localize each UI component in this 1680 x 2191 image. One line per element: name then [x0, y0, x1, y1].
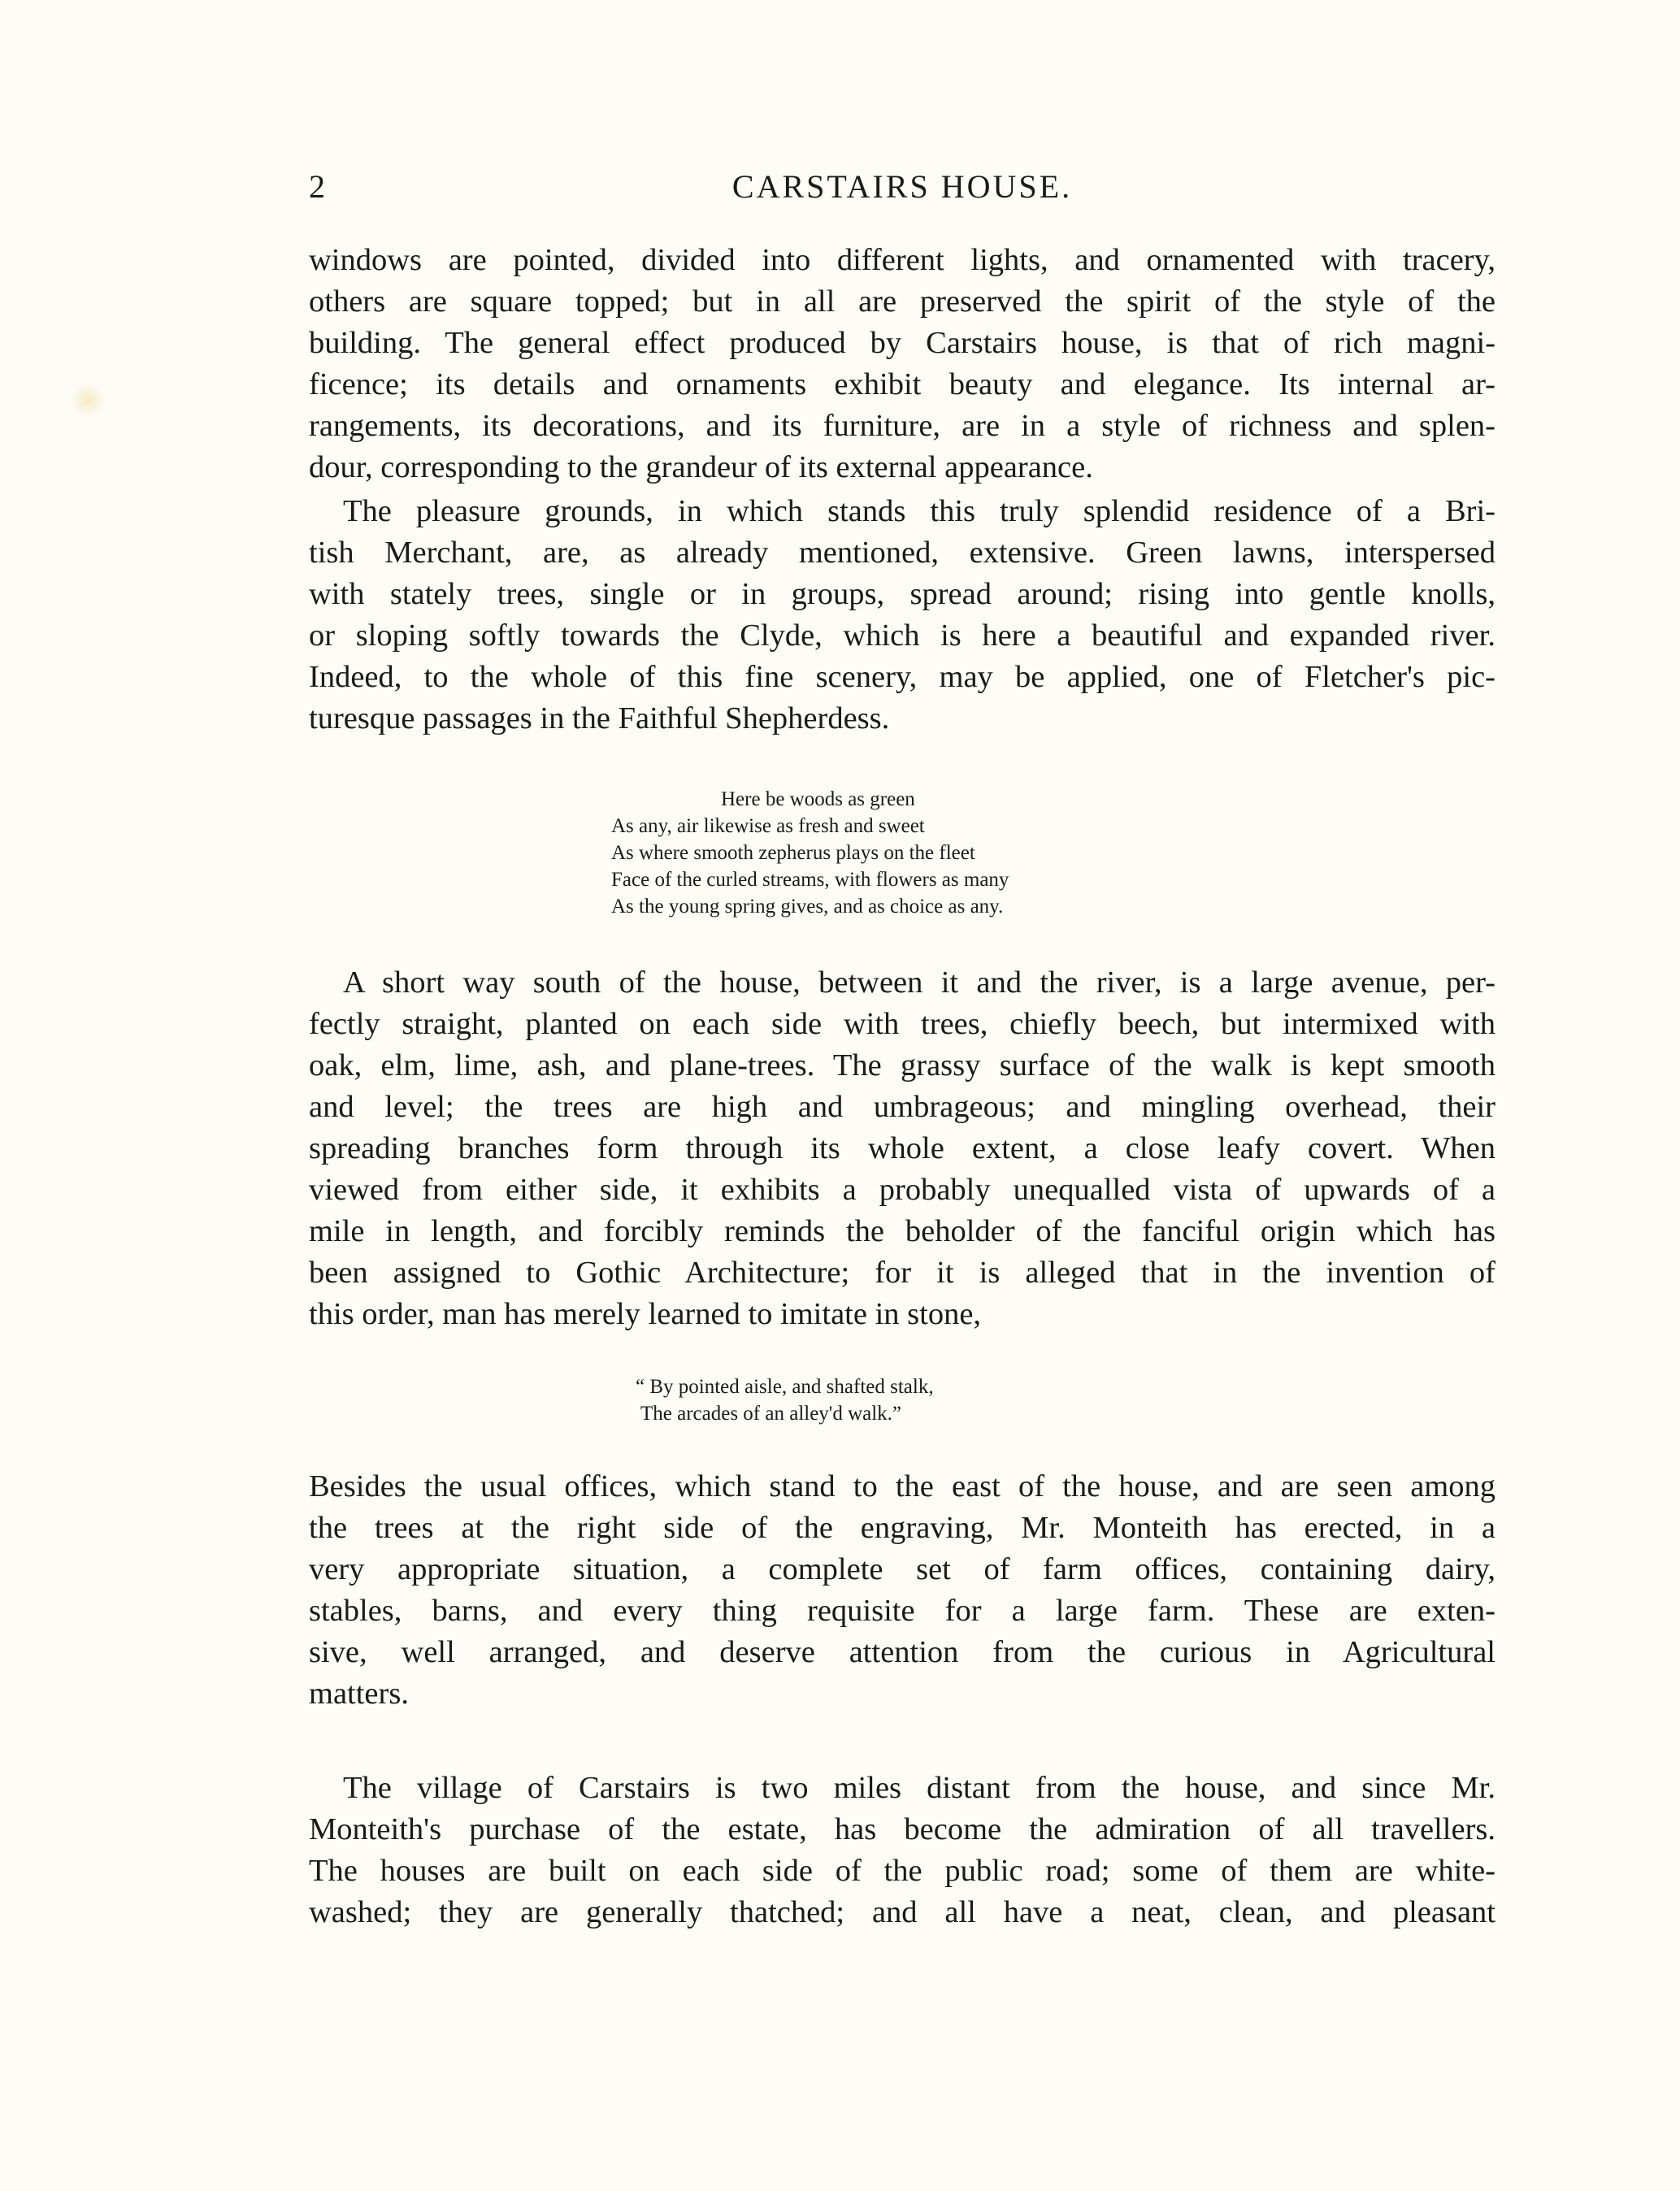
text-line: this order, man has merely learned to imitate in stone, — [309, 1297, 982, 1331]
verse-quotation-fletcher — [611, 786, 1009, 920]
page-number: 2 — [309, 168, 326, 205]
text-line: The houses are built on each side of the public road; some of them are white- — [309, 1854, 1496, 1888]
text-line: mile in length, and forcibly reminds the beholder of the fanciful origin which has — [309, 1214, 1496, 1248]
verse-line: As any, air likewise as fresh and sweet — [611, 815, 925, 837]
text-line: with stately trees, single or in groups, spread around; rising into gentle knolls, — [309, 577, 1496, 611]
text-line: The pleasure grounds, in which stands this truly splendid residence of a Bri- — [343, 494, 1496, 528]
running-title: CARSTAIRS HOUSE. — [731, 168, 1073, 205]
text-line: very appropriate situation, a complete set of farm offices, containing dairy, — [309, 1552, 1496, 1586]
paragraph-windows — [309, 240, 1496, 488]
text-line: turesque passages in the Faithful Shepherdess. — [309, 701, 890, 735]
verse-line: As the young spring gives, and as choice as any. — [611, 896, 1004, 918]
text-line: been assigned to Gothic Architecture; for it is alleged that in the invention of — [309, 1256, 1496, 1290]
verse-line: “ By pointed aisle, and shafted stalk, — [636, 1376, 934, 1398]
text-line: building. The general effect produced by Carstairs house, is that of rich magni- — [309, 326, 1496, 360]
verse-line: Face of the curled streams, with flowers as many — [611, 869, 1009, 891]
text-line: washed; they are generally thatched; and all have a neat, clean, and pleasant — [309, 1895, 1496, 1929]
text-line: rangements, its decorations, and its furniture, are in a style of richness and splen- — [309, 409, 1496, 443]
text-line: others are square topped; but in all are preserved the spirit of the style of the — [309, 284, 1496, 319]
text-line: spreading branches form through its whole extent, a close leafy covert. When — [309, 1131, 1496, 1165]
text-line: Monteith's purchase of the estate, has become the admiration of all travellers. — [309, 1812, 1496, 1846]
text-line: viewed from either side, it exhibits a probably unequalled vista of upwards of a — [309, 1173, 1496, 1207]
verse-line: As where smooth zepherus plays on the fleet — [611, 842, 975, 864]
text-line: dour, corresponding to the grandeur of its external appearance. — [309, 450, 1093, 484]
paper-stain — [72, 382, 104, 419]
text-line: or sloping softly towards the Clyde, which is here a beautiful and expanded river. — [309, 618, 1496, 653]
paragraph-village — [309, 1768, 1496, 1933]
verse-quotation-arcades — [636, 1373, 934, 1427]
page-header — [309, 167, 1496, 208]
text-line: sive, well arranged, and deserve attention from the curious in Agricultural — [309, 1635, 1496, 1669]
text-line: the trees at the right side of the engraving, Mr. Monteith has erected, in a — [309, 1511, 1496, 1545]
text-line: Besides the usual offices, which stand to the east of the house, and are seen among — [309, 1469, 1496, 1503]
text-line: fectly straight, planted on each side with trees, chiefly beech, but intermixed with — [309, 1007, 1496, 1041]
verse-line: The arcades of an alley'd walk.” — [640, 1403, 902, 1425]
text-line: stables, barns, and every thing requisite for a large farm. These are exten- — [309, 1594, 1496, 1628]
verse-line: Here be woods as green — [721, 788, 915, 810]
text-line: tish Merchant, are, as already mentioned, extensive. Green lawns, interspersed — [309, 536, 1496, 570]
text-line: oak, elm, lime, ash, and plane-trees. The grassy surface of the walk is kept smooth — [309, 1048, 1496, 1082]
text-line: matters. — [309, 1677, 409, 1711]
paragraph-avenue — [309, 962, 1496, 1335]
text-line: Indeed, to the whole of this fine scenery, may be applied, one of Fletcher's pic- — [309, 660, 1496, 694]
text-line: The village of Carstairs is two miles distant from the house, and since Mr. — [343, 1771, 1496, 1805]
text-line: ficence; its details and ornaments exhibit beauty and elegance. Its internal ar- — [309, 367, 1496, 401]
paragraph-pleasure-grounds — [309, 491, 1496, 740]
text-line: A short way south of the house, between it and the river, is a large avenue, per- — [343, 965, 1496, 1000]
paragraph-offices — [309, 1466, 1496, 1715]
text-line: and level; the trees are high and umbrageous; and mingling overhead, their — [309, 1090, 1496, 1124]
text-line: windows are pointed, divided into different lights, and ornamented with tracery, — [309, 243, 1496, 277]
